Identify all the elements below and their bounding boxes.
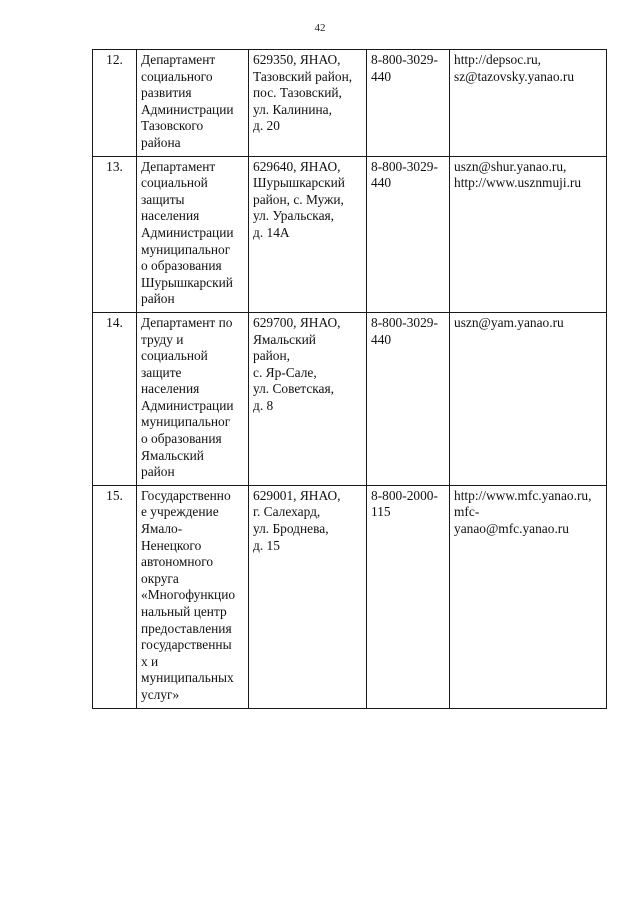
cell-text-line: yanao@mfc.yanao.ru <box>454 521 569 537</box>
cell-text-line: 629350, ЯНАО, <box>253 52 341 67</box>
cell-text-line: Администрации <box>141 224 234 240</box>
cell-text-line: защиты <box>141 191 185 207</box>
organization-name-cell <box>137 50 249 157</box>
table-row <box>93 50 607 157</box>
cell-text-line: защите <box>141 364 182 380</box>
cell-text-line: uszn@yam.yanao.ru <box>454 314 564 330</box>
cell-text-line: д. 8 <box>253 397 274 413</box>
cell-text-line: Ненецкого <box>141 537 202 553</box>
phone-cell <box>367 156 450 312</box>
phone-cell <box>367 50 450 157</box>
cell-text-line: 440 <box>371 331 392 347</box>
website-email-cell <box>450 312 607 485</box>
cell-text-line: д. 20 <box>253 118 280 134</box>
cell-text-line: д. 15 <box>253 537 280 553</box>
cell-text-line: Департамент по <box>141 314 233 330</box>
cell-text-line: х и <box>141 653 159 669</box>
address-cell <box>249 312 367 485</box>
organization-name-cell <box>137 312 249 485</box>
contacts-table <box>92 49 607 709</box>
cell-text-line: нальный центр <box>141 604 227 619</box>
cell-text-line: Шурышкарский <box>253 175 345 191</box>
cell-text-line: развития <box>141 85 192 101</box>
address-cell <box>249 485 367 708</box>
cell-text-line: Ямало- <box>141 521 183 537</box>
cell-text-line: mfc- <box>454 504 480 520</box>
cell-text-line: Тазовский район, <box>253 68 353 84</box>
table-row <box>93 312 607 485</box>
cell-text-line: район <box>141 464 175 480</box>
page-number: 42 <box>314 22 326 34</box>
phone-cell <box>367 485 450 708</box>
cell-text-line: http://depsoc.ru, <box>454 52 542 67</box>
cell-text-line: 440 <box>371 68 392 84</box>
cell-text-line: муниципальног <box>141 414 231 430</box>
cell-text-line: ул. Советская, <box>253 381 335 397</box>
cell-text-line: пос. Тазовский, <box>253 85 342 101</box>
cell-text-line: Департамент <box>141 52 216 67</box>
table-body <box>93 50 607 709</box>
cell-text-line: социального <box>141 68 213 84</box>
cell-text-line: автономного <box>141 554 214 570</box>
cell-text-line: социальной <box>141 348 208 364</box>
row-number-cell: 14. <box>93 312 137 485</box>
cell-text-line: ул. Броднева, <box>253 521 329 537</box>
website-email-cell <box>450 156 607 312</box>
cell-text-line: государственны <box>141 637 232 653</box>
cell-text-line: 8-800-3029- <box>371 52 438 67</box>
cell-text-line: 440 <box>371 175 392 191</box>
cell-text-line: «Многофункцио <box>141 587 236 603</box>
cell-text-line: населения <box>141 208 200 224</box>
cell-text-line: sz@tazovsky.yanao.ru <box>454 68 575 84</box>
organization-name-cell <box>137 156 249 312</box>
address-cell <box>249 156 367 312</box>
row-number-cell: 13. <box>93 156 137 312</box>
organization-name-cell <box>137 485 249 708</box>
cell-text-line: округа <box>141 570 179 586</box>
cell-text-line: муниципальног <box>141 241 231 257</box>
address-cell <box>249 50 367 157</box>
cell-text-line: http://www.usznmuji.ru <box>454 175 582 191</box>
cell-text-line: муниципальных <box>141 670 234 686</box>
cell-text-line: 629001, ЯНАО, <box>253 487 341 503</box>
cell-text-line: район <box>141 291 175 307</box>
cell-text-line: о образования <box>141 431 222 447</box>
cell-text-line: Государственно <box>141 487 231 503</box>
cell-text-line: Департамент <box>141 158 216 174</box>
cell-text-line: Ямальский <box>253 331 316 347</box>
cell-text-line: http://www.mfc.yanao.ru, <box>454 487 592 503</box>
cell-text-line: Тазовского <box>141 118 204 134</box>
row-number-cell: 15. <box>93 485 137 708</box>
cell-text-line: район, <box>253 348 291 364</box>
cell-text-line: 8-800-2000- <box>371 487 438 503</box>
cell-text-line: предоставления <box>141 620 232 636</box>
cell-text-line: услуг» <box>141 686 180 702</box>
cell-text-line: г. Салехард, <box>253 504 321 520</box>
cell-text-line: е учреждение <box>141 504 219 520</box>
cell-text-line: с. Яр-Сале, <box>253 364 317 380</box>
cell-text-line: uszn@shur.yanao.ru, <box>454 158 567 174</box>
cell-text-line: района <box>141 134 181 150</box>
cell-text-line: Шурышкарский <box>141 274 233 290</box>
cell-text-line: Администрации <box>141 101 234 117</box>
cell-text-line: 115 <box>371 504 391 520</box>
website-email-cell <box>450 50 607 157</box>
cell-text-line: 8-800-3029- <box>371 158 438 174</box>
phone-cell <box>367 312 450 485</box>
cell-text-line: Администрации <box>141 397 234 413</box>
cell-text-line: о образования <box>141 258 222 274</box>
website-email-cell <box>450 485 607 708</box>
cell-text-line: Ямальский <box>141 447 204 463</box>
row-number-cell: 12. <box>93 50 137 157</box>
cell-text-line: населения <box>141 381 200 397</box>
cell-text-line: социальной <box>141 175 208 191</box>
cell-text-line: 8-800-3029- <box>371 314 438 330</box>
cell-text-line: район, с. Мужи, <box>253 191 344 207</box>
table-row <box>93 156 607 312</box>
cell-text-line: 629700, ЯНАО, <box>253 314 341 330</box>
table-row <box>93 485 607 708</box>
cell-text-line: д. 14А <box>253 224 290 240</box>
cell-text-line: труду и <box>141 331 184 347</box>
cell-text-line: ул. Калинина, <box>253 101 332 117</box>
cell-text-line: 629640, ЯНАО, <box>253 158 341 174</box>
cell-text-line: ул. Уральская, <box>253 208 335 224</box>
